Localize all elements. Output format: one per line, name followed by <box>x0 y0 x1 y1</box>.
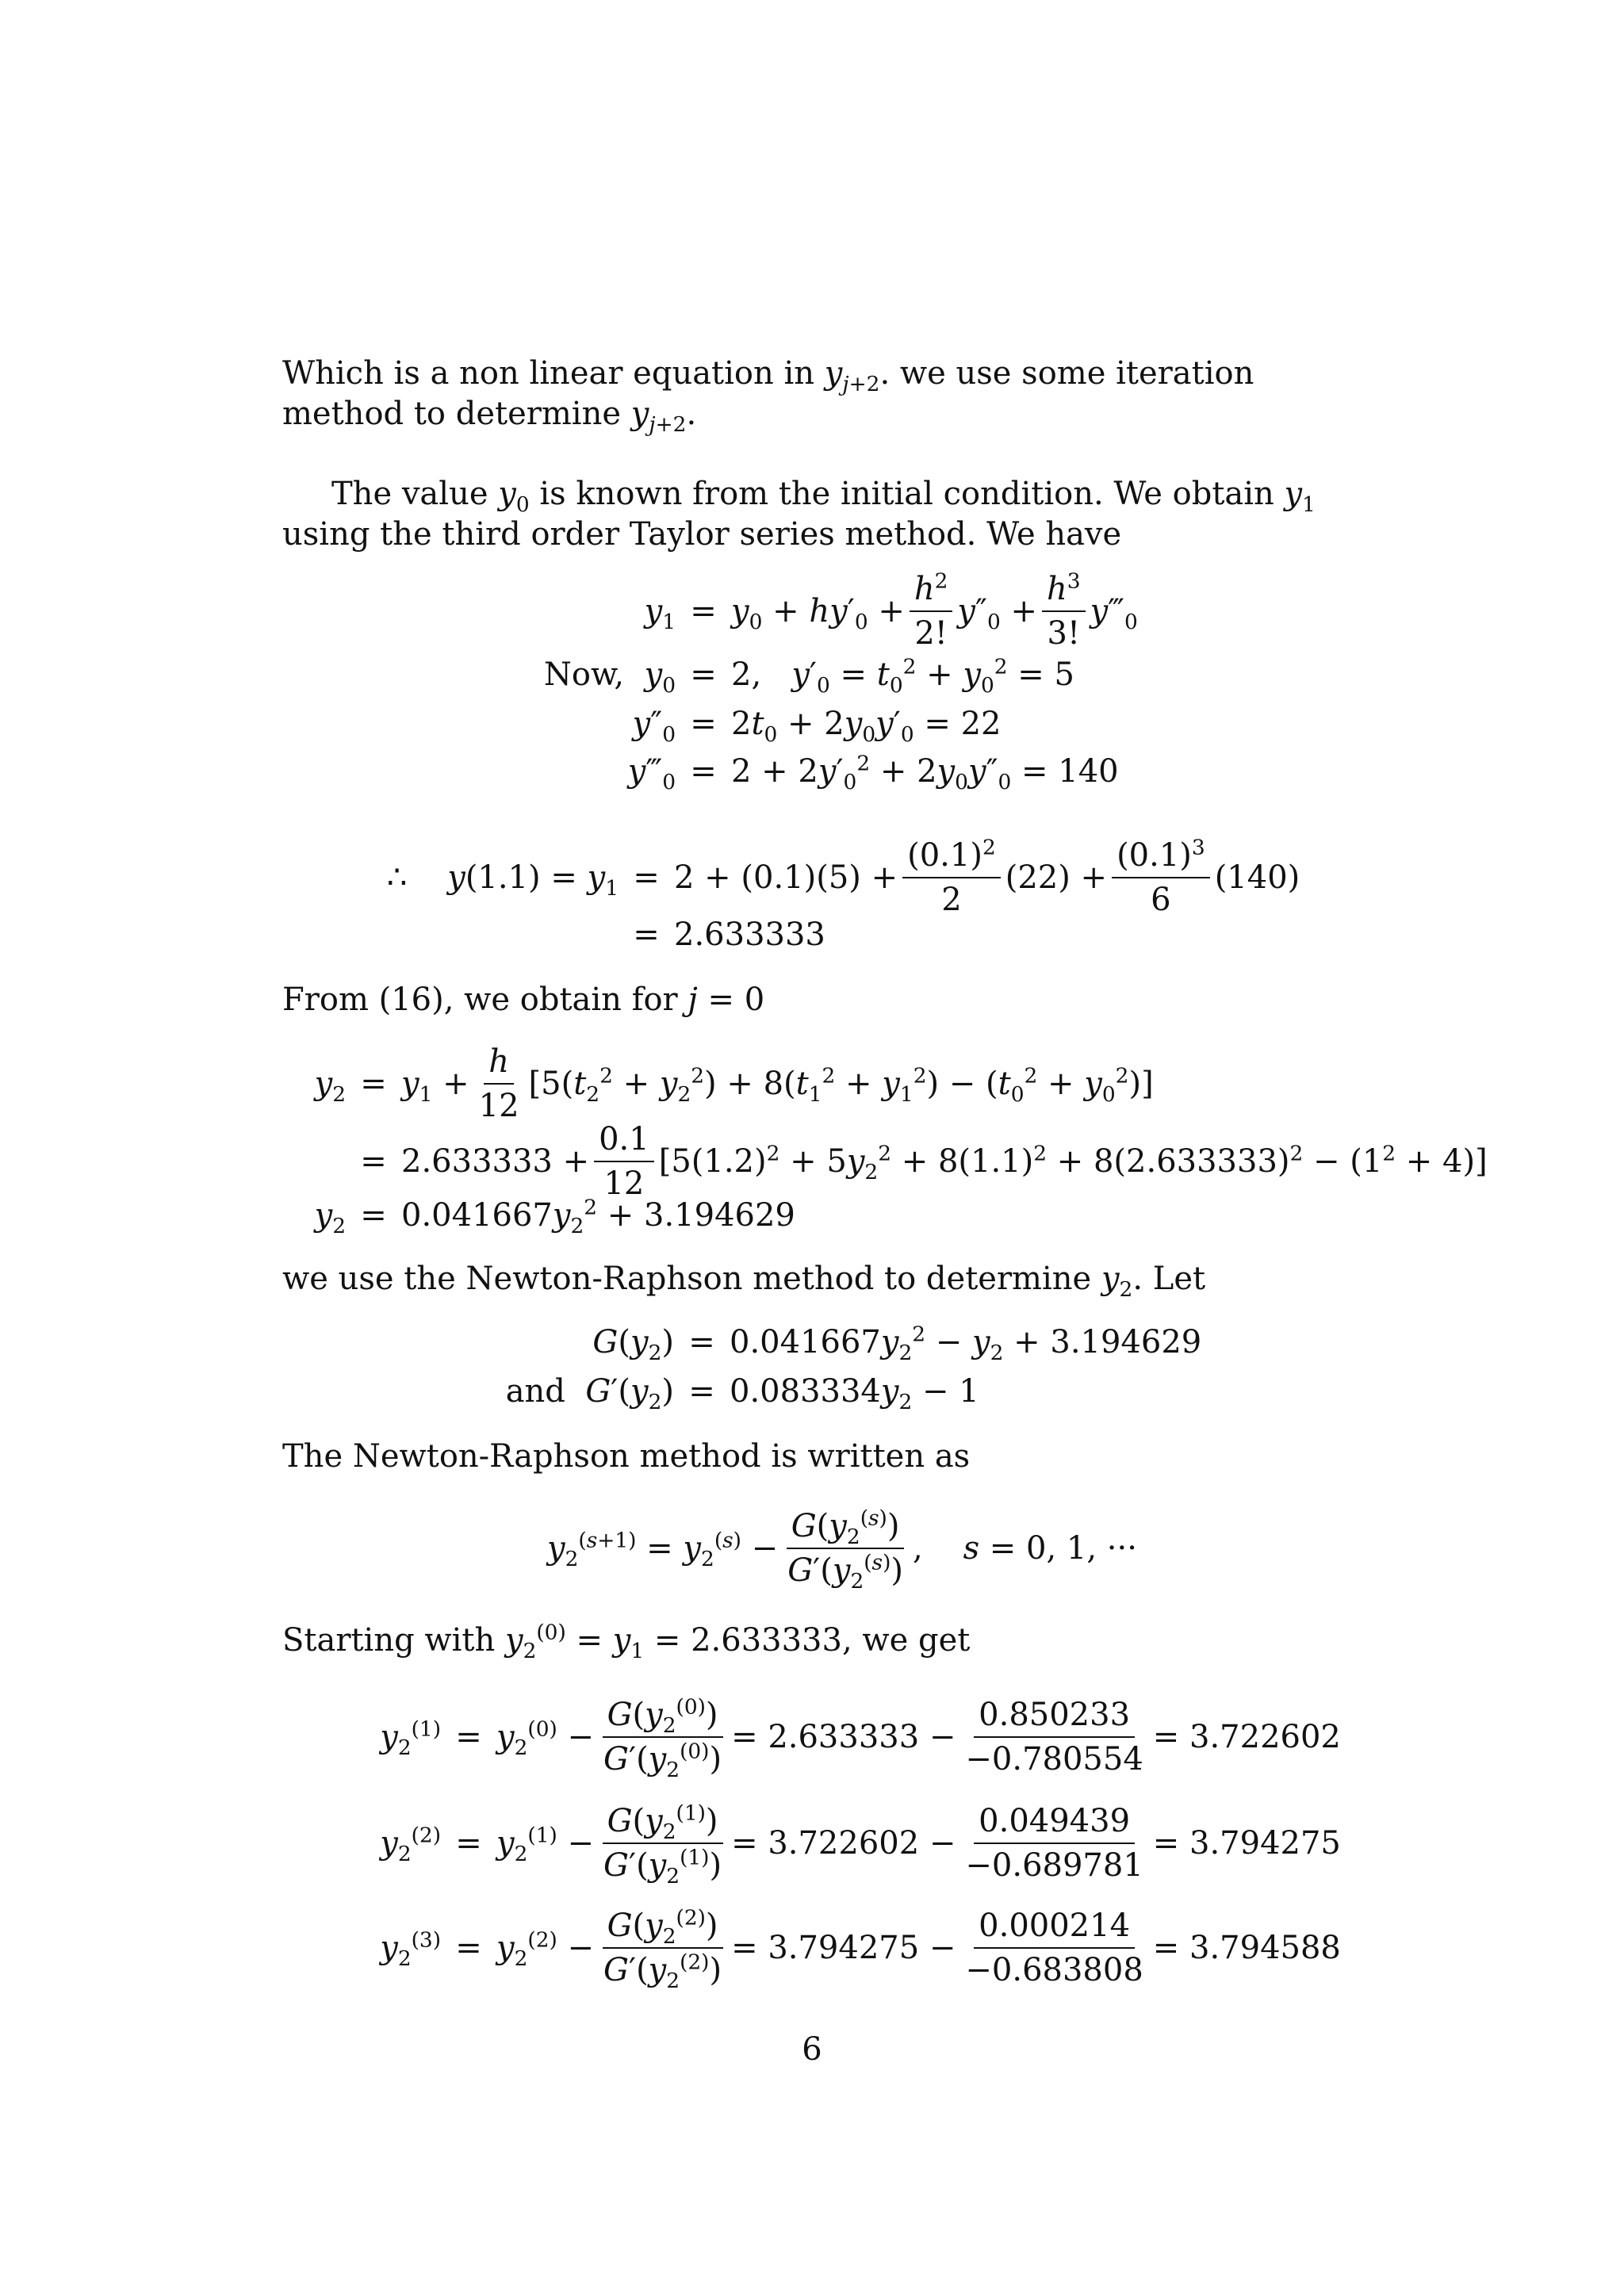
equation-now: Now, $y_0$ = 2, $y'_0 = t_0^2 + y_0^2 = 5$ <box>543 654 1074 698</box>
paragraph-newton: we use the Newton-Raphson method to determine $y_2$. Let <box>282 1261 1206 1302</box>
equation-nr: $y_2^{(s+1)} = y_2^{(s)}$ − $\frac{G(y_2^{(s)})}{G'(y_2^{(s)})}$ , s = 0, 1, ··· <box>547 1506 1137 1594</box>
equation-iter-2: $y_2^{(2)}$ = $y_2^{(1)}$ − $\frac{G(y_2^{(1)})}{G'(y_2^{(1)})}$ = 3.722602 − $\frac{0.049439}{-0.689781}$ = 3.794275 <box>380 1800 1341 1888</box>
paragraph-from-16: From (16), we obtain for j = 0 <box>282 982 765 1018</box>
equation-y2-line3: $y_2$ = $0.041667y_2^2 + 3.194629$ <box>314 1195 795 1238</box>
equation-y2-line1: $y_2$ = $y_1$ + $\frac{h}{12}$ $[5(t_2^2 + y_2^2) + 8(t_1^2 + y_1^2) - (t_0^2 + y_0^2)]$ <box>314 1043 1154 1124</box>
equation-yppp: $y‴_0$ = $2 + 2y'_0^2 + 2y_0y''_0 = 140$ <box>627 751 1119 794</box>
equation-G: $G(y_2)$ = $0.041667y_2^2 - y_2 + 3.194629$ <box>592 1322 1202 1365</box>
equation-therefore: ∴ $y(1.1) = y_1$ = 2 + (0.1)(5) + $\frac{(0.1)^2}{2}$ (22) + $\frac{(0.1)^3}{6}$ (140) <box>386 835 1300 918</box>
page-number: 6 <box>802 2031 822 2068</box>
equation-iter-1: $y_2^{(1)}$ = $y_2^{(0)}$ − $\frac{G(y_2^{(0)})}{G'(y_2^{(0)})}$ = 2.633333 − $\frac{0.850233}{-0.780554}$ = 3.722602 <box>380 1694 1341 1782</box>
equation-Gprime: and $G'(y_2)$ = $0.083334y_2 - 1$ <box>505 1373 979 1414</box>
paragraph-nonlinear: Which is a non linear equation in $y_{j+2}$. we use some iteration method to determine $y_{j+2}$. <box>282 355 1254 437</box>
equation-y2-line2: = 2.633333 + $\frac{0.1}{12}$ $[5(1.2)^2 + 5y_2^2 + 8(1.1)^2 + 8(2.633333)^2 - (1^2 + 4)]$ <box>360 1121 1488 1202</box>
paragraph-initial-value: The value $y_0$ is known from the initial condition. We obtain $y_1$ using the third order Taylor series method. We have <box>282 476 1316 553</box>
paragraph-starting: Starting with $y_2^{(0)} = y_1 = 2.633333$, we get <box>282 1620 971 1663</box>
equation-y1-value: = 2.633333 <box>633 916 825 953</box>
equation-taylor: $y_1$ = $y_0 + hy'_0$ + $\frac{h^2}{2!}$ $y''_0$ + $\frac{h^3}{3!}$ $y‴_0$ <box>644 568 1138 652</box>
equation-ypp: $y''_0$ = $2t_0 + 2y_0y'_0 = 22$ <box>632 706 1002 747</box>
paragraph-nr-written: The Newton-Raphson method is written as <box>282 1438 971 1475</box>
equation-iter-3: $y_2^{(3)}$ = $y_2^{(2)}$ − $\frac{G(y_2^{(2)})}{G'(y_2^{(2)})}$ = 3.794275 − $\frac{0.000214}{-0.683808}$ = 3.794588 <box>380 1905 1341 1993</box>
